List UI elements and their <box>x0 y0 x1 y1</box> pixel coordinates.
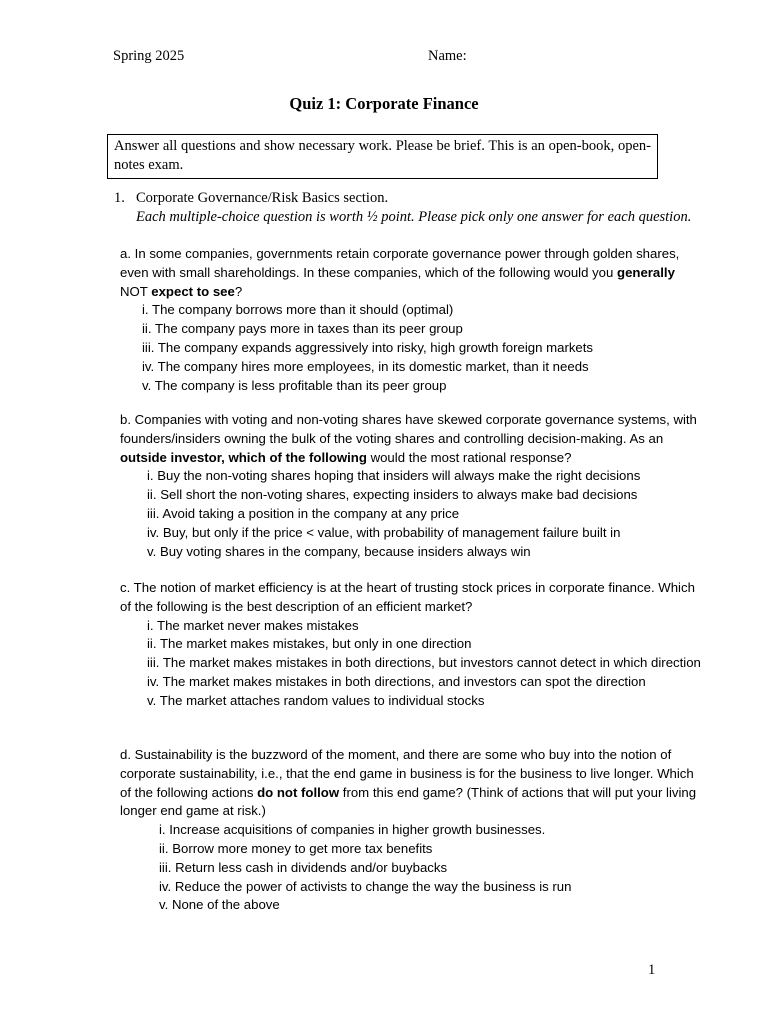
question-b <box>120 411 705 561</box>
option-a-ii: ii. The company pays more in taxes than its peer group <box>142 321 463 337</box>
question-c-text: c. The notion of market efficiency is at the heart of trusting stock prices in corporate finance. Which of the following is the best description of an efficient market? <box>120 580 695 614</box>
option-a-iii: iii. The company expands aggressively into risky, high growth foreign markets <box>142 339 594 355</box>
page-title: Quiz 1: Corporate Finance <box>289 94 479 113</box>
question-d-text: d. Sustainability is the buzzword of the moment, and there are some who buy into the notion of corporate sustainability, i.e., that the end game in business is for the business to live longer. Which of the following actions do not follow from this end game? (Think of actions that will put your living longer end game at risk.) <box>120 747 697 819</box>
option-a-iv: iv. The company hires more employees, in its domestic market, than it needs <box>142 358 589 374</box>
option-d-v: v. None of the above <box>159 897 280 913</box>
section-note: Each multiple-choice question is worth ½ point. Please pick only one answer for each question. <box>136 209 692 225</box>
option-d-iv: iv. Reduce the power of activists to change the way the business is run <box>159 878 572 894</box>
option-a-v: v. The company is less profitable than its peer group <box>142 377 447 393</box>
option-a-i: i. The company borrows more than it should (optimal) <box>142 302 454 318</box>
instructions-box: Answer all questions and show necessary work. Please be brief. This is an open-book, open-notes exam. <box>107 134 658 179</box>
option-c-iv: iv. The market makes mistakes in both directions, and investors can spot the direction <box>147 673 646 689</box>
name-label: Name: <box>428 48 467 64</box>
option-d-i: i. Increase acquisitions of companies in higher growth businesses. <box>159 822 546 838</box>
question-a-text: a. In some companies, governments retain corporate governance power through golden shares, even with small shareholdings. In these companies, which of the following would you generally NOT expect to see? <box>120 246 680 299</box>
option-c-v: v. The market attaches random values to individual stocks <box>147 692 485 708</box>
option-b-i: i. Buy the non-voting shares hoping that insiders will always make the right decisions <box>147 468 641 484</box>
page-number: 1 <box>648 962 656 978</box>
question-b-text: b. Companies with voting and non-voting shares have skewed corporate governance systems, with founders/insiders owning the bulk of the voting shares and controlling decision-making. As an outside investor, which of the following would the most rational response? <box>120 412 697 465</box>
option-c-iii: iii. The market makes mistakes in both directions, but investors cannot detect in which direction <box>147 655 701 671</box>
option-b-ii: ii. Sell short the non-voting shares, expecting insiders to always make bad decisions <box>147 487 638 503</box>
option-b-iv: iv. Buy, but only if the price < value, with probability of management failure built in <box>147 524 621 540</box>
question-d <box>120 746 705 915</box>
semester-label: Spring 2025 <box>113 48 185 64</box>
option-c-i: i. The market never makes mistakes <box>147 617 359 633</box>
option-d-ii: ii. Borrow more money to get more tax benefits <box>159 840 433 856</box>
section-title: Corporate Governance/Risk Basics section. <box>136 190 389 206</box>
section-number: 1. <box>114 190 125 206</box>
option-d-iii: iii. Return less cash in dividends and/or buybacks <box>159 859 448 875</box>
option-b-v: v. Buy voting shares in the company, because insiders always win <box>147 543 531 559</box>
option-b-iii: iii. Avoid taking a position in the company at any price <box>147 505 460 521</box>
question-c <box>120 579 705 711</box>
question-a <box>120 245 705 395</box>
option-c-ii: ii. The market makes mistakes, but only in one direction <box>147 636 472 652</box>
